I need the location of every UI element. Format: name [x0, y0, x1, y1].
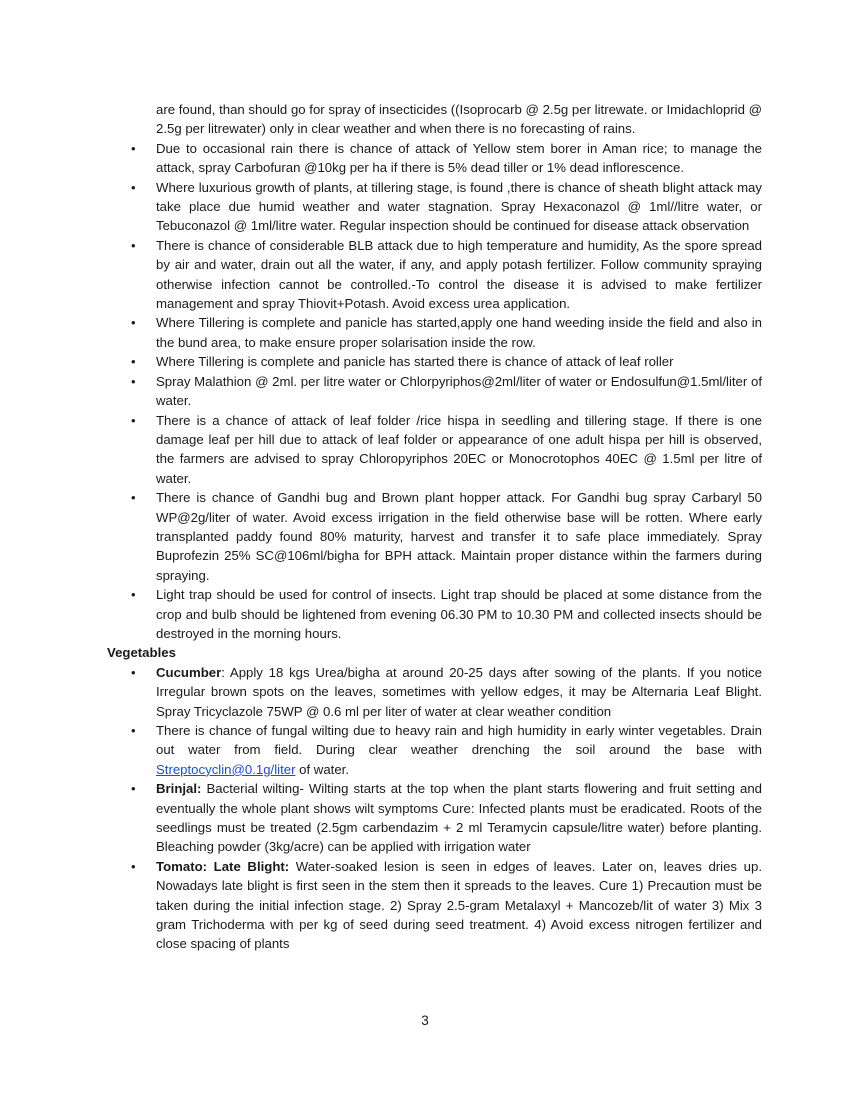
list-item: • Due to occasional rain there is chance of attack of Yellow stem borer in Aman rice; to manage the attack, spray Carbofuran @10kg per ha if there is 5% dead tiller or 1% dead inflorescence.	[131, 140, 762, 176]
bullet-icon: •	[131, 373, 136, 389]
bullet-icon: •	[131, 179, 136, 195]
page-content	[107, 100, 762, 954]
bullet-icon: •	[131, 723, 136, 738]
bullet-icon: •	[131, 412, 136, 428]
page-number: 3	[421, 1013, 429, 1028]
bullet-icon: •	[131, 315, 136, 331]
list-item: • There is chance of considerable BLB attack due to high temperature and humidity, As the spore spread by air and water, drain out all the water, if any, and apply potash fertilizer. Follow community spraying otherwise infection cannot be controlled.-To control the disease it is advised to make fertilizer management and spray Thiovit+Potash. Avoid excess urea application.	[131, 237, 762, 312]
rice-advisory-list	[107, 139, 762, 644]
streptocyclin-link[interactable]: Streptocyclin@0.1g/liter	[156, 761, 296, 777]
vegetables-heading: Vegetables	[107, 645, 176, 661]
bullet-icon: •	[131, 490, 136, 506]
list-item-cucumber: • Cucumber: Apply 18 kgs Urea/bigha at around 20-25 days after sowing of the plants. If you notice Irregular brown spots on the leaves, sometimes with yellow edges, it may be Alternaria Leaf Blight. Spray Tricyclazole 75WP @ 0.6 ml per liter of water at clear weather condition	[131, 664, 762, 719]
bullet-icon: •	[131, 354, 136, 370]
continued-paragraph: are found, than should go for spray of insecticides ((Isoprocarb @ 2.5g per litrewate. or Imidachloprid @ 2.5g per litrewater) only in clear weather and when there is no forecasting of rains.	[156, 102, 762, 137]
bullet-icon: •	[131, 858, 136, 874]
crop-label: Brinjal:	[156, 781, 202, 797]
crop-label: Cucumber	[156, 664, 222, 680]
list-item-wilting: • There is chance of fungal wilting due to heavy rain and high humidity in early winter vegetables. Drain out water from field. During clear weather drenching the soil around the base with Streptocyclin@0.1g/liter of water.	[131, 723, 762, 777]
bullet-icon: •	[131, 140, 136, 156]
bullet-icon: •	[131, 587, 136, 603]
crop-label: Tomato	[156, 858, 203, 874]
list-item: • Light trap should be used for control of insects. Light trap should be placed at some distance from the crop and bulb should be lightened from evening 06.30 PM to 10.30 PM and collected insects should be destroyed in the morning hours.	[131, 587, 762, 641]
bullet-icon: •	[131, 781, 136, 797]
vegetables-list	[107, 663, 762, 954]
list-item: • Where luxurious growth of plants, at tillering stage, is found ,there is chance of sheath blight attack may take place due humid weather and water stagnation. Spray Hexaconazol @ 1ml//litre water, or Tebuconazol @ 1ml/litre water. Regular inspection should be continued for disease attack observation	[131, 179, 762, 234]
list-item-brinjal: • Brinjal: Bacterial wilting- Wilting starts at the top when the plant starts flowering and fruit setting and eventually the whole plant shows wilt symptoms Cure: Infected plants must be eradicated. Roots of the seedlings must be treated (2.5gm carbendazim + 2 ml Teramycin capsule/litre water) before planting. Bleaching powder (3kg/acre) can be applied with irrigation water	[131, 781, 762, 855]
list-item: • There is a chance of attack of leaf folder /rice hispa in seedling and tillering stage. If there is one damage leaf per hill due to attack of leaf folder or appearance of one adult hispa per hill is observed, the farmers are advised to spray Chloropyriphos 20EC or Monocrotophos 40EC @ 1.5ml per litre of water.	[131, 412, 762, 486]
list-item: • There is chance of Gandhi bug and Brown plant hopper attack. For Gandhi bug spray Carbaryl 50 WP@2g/liter of water. Avoid excess irrigation in the field otherwise base will be rotten. Where early transplanted paddy found 80% maturity, harvest and transfer it to safe place immediately. Spray Buprofezin 25% SC@106ml/bigha for BPH attack. Maintain proper distance within the farmers during spraying.	[131, 490, 762, 583]
list-item: • Where Tillering is complete and panicle has started there is chance of attack of leaf roller	[107, 352, 762, 371]
disease-label: Late Blight:	[213, 858, 290, 874]
list-item: • Spray Malathion @ 2ml. per litre water or Chlorpyriphos@2ml/liter of water or Endosulfun@1.5ml/liter of water.	[131, 373, 762, 409]
list-item: • Where Tillering is complete and panicle has started,apply one hand weeding inside the field and also in the bund area, to make ensure proper solarisation inside the row.	[131, 315, 762, 350]
bullet-icon: •	[131, 664, 136, 680]
bullet-icon: •	[131, 237, 136, 253]
list-item-tomato: • Tomato: Late Blight: Water-soaked lesion is seen in edges of leaves. Later on, leaves dries up. Nowadays late blight is first seen in the stem then it spreads to the leaves. Cure 1) Precaution must be taken during the initial infection stage. 2) Spray 2.5-gram Metalaxyl + Mancozeb/lit of water 3) Mix 3 gram Trichoderma with per kg of seed during seed treatment. 4) Avoid excess nitrogen fertilizer and close spacing of plants	[131, 858, 762, 952]
